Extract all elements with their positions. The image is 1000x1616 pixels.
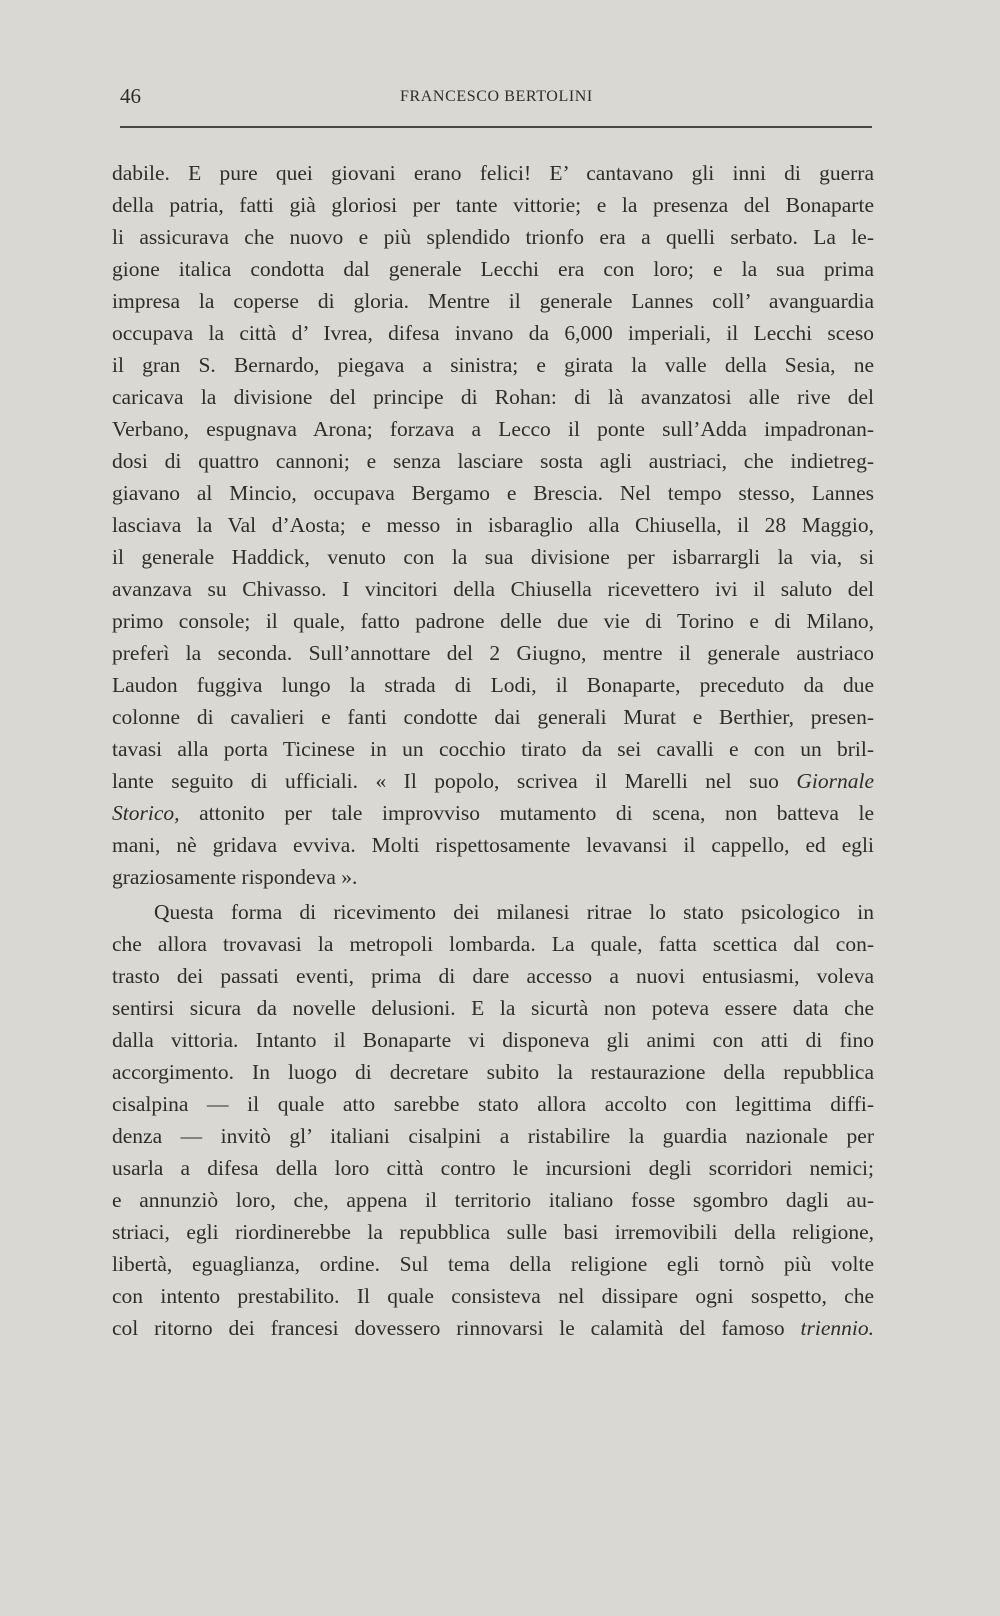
text-line: impresa la coperse di gloria. Mentre il generale Lannes coll’ avanguardia [112,289,874,313]
running-head [120,84,872,124]
italic-title: Giornale [796,769,874,793]
text-line: trasto dei passati eventi, prima di dare accesso a nuovi entusiasmi, voleva [112,964,874,988]
header-rule [120,126,872,128]
text-line-with-italic [112,1312,874,1344]
text-line: primo console; il quale, fatto padrone delle due vie di Torino e di Milano, [112,609,874,633]
text-line: accorgimento. In luogo di decretare subito la restaurazione della repubblica [112,1060,874,1084]
text-run: lante seguito di ufficiali. « Il popolo, scrivea il Marelli nel suo [112,769,779,793]
text-line: giavano al Mincio, occupava Bergamo e Brescia. Nel tempo stesso, Lannes [112,481,874,505]
text-run: col ritorno dei francesi dovessero rinnovarsi le calamità del famoso [112,1316,801,1340]
text-line: che allora trovavasi la metropoli lombarda. La quale, fatta scettica dal con- [112,932,874,956]
text-run: attonito per tale improvviso mutamento di scena, non batteva le [179,801,874,825]
text-line-with-italic [112,765,874,797]
text-line: striaci, egli riordinerebbe la repubblica sulle basi irremovibili della religione, [112,1220,874,1244]
text-line: colonne di cavalieri e fanti condotte dai generali Murat e Berthier, presen- [112,705,874,729]
text-line-with-italic [112,797,874,829]
text-line: li assicurava che nuovo e più splendido trionfo era a quelli serbato. La le- [112,225,874,249]
italic-word: triennio. [800,1316,874,1340]
text-line: usarla a difesa della loro città contro le incursioni degli scorridori nemici; [112,1156,874,1180]
text-line: gione italica condotta dal generale Lecchi era con loro; e la sua prima [112,257,874,281]
running-title: FRANCESCO BERTOLINI [400,88,593,105]
text-line: sentirsi sicura da novelle delusioni. E la sicurtà non poteva essere data che [112,996,874,1020]
text-line: dosi di quattro cannoni; e senza lasciare sosta agli austriaci, che indietreg- [112,449,874,473]
text-line: mani, nè gridava evviva. Molti rispettosamente levavansi il cappello, ed egli [112,833,874,857]
text-line: denza — invitò gl’ italiani cisalpini a ristabilire la guardia nazionale per [112,1124,874,1148]
page-number: 46 [120,84,141,108]
text-line: dalla vittoria. Intanto il Bonaparte vi disponeva gli animi con atti di fino [112,1028,874,1052]
text-line: Laudon fuggiva lungo la strada di Lodi, il Bonaparte, preceduto da due [112,673,874,697]
italic-title: Storico, [112,801,180,825]
text-line: cisalpina — il quale atto sarebbe stato allora accolto con legittima diffi- [112,1092,874,1116]
paragraph-first-line: Questa forma di ricevimento dei milanesi ritrae lo stato psicologico in [154,900,874,924]
text-line: con intento prestabilito. Il quale consisteva nel dissipare ogni sospetto, che [112,1284,874,1308]
body-text [112,157,874,1344]
text-line: libertà, eguaglianza, ordine. Sul tema della religione egli tornò più volte [112,1252,874,1276]
text-line: Verbano, espugnava Arona; forzava a Lecco il ponte sull’Adda impadronan- [112,417,874,441]
text-line: preferì la seconda. Sull’annottare del 2 Giugno, mentre il generale austriaco [112,641,874,665]
paragraph-end-line: graziosamente rispondeva ». [112,865,358,889]
text-line: dabile. E pure quei giovani erano felici! E’ cantavano gli inni di guerra [112,161,874,185]
text-line: il generale Haddick, venuto con la sua divisione per isbarrargli la via, si [112,545,874,569]
text-line: occupava la città d’ Ivrea, difesa invano da 6,000 imperiali, il Lecchi sceso [112,321,874,345]
text-line: lasciava la Val d’Aosta; e messo in isbaraglio alla Chiusella, il 28 Maggio, [112,513,874,537]
text-line: della patria, fatti già gloriosi per tante vittorie; e la presenza del Bonaparte [112,193,874,217]
text-line: avanzava su Chivasso. I vincitori della Chiusella ricevettero ivi il saluto del [112,577,874,601]
text-line: tavasi alla porta Ticinese in un cocchio tirato da sei cavalli e con un bril- [112,737,874,761]
text-line: il gran S. Bernardo, piegava a sinistra; e girata la valle della Sesia, ne [112,353,874,377]
text-line: caricava la divisione del principe di Rohan: di là avanzatosi alle rive del [112,385,874,409]
text-line: e annunziò loro, che, appena il territorio italiano fosse sgombro dagli au- [112,1188,874,1212]
